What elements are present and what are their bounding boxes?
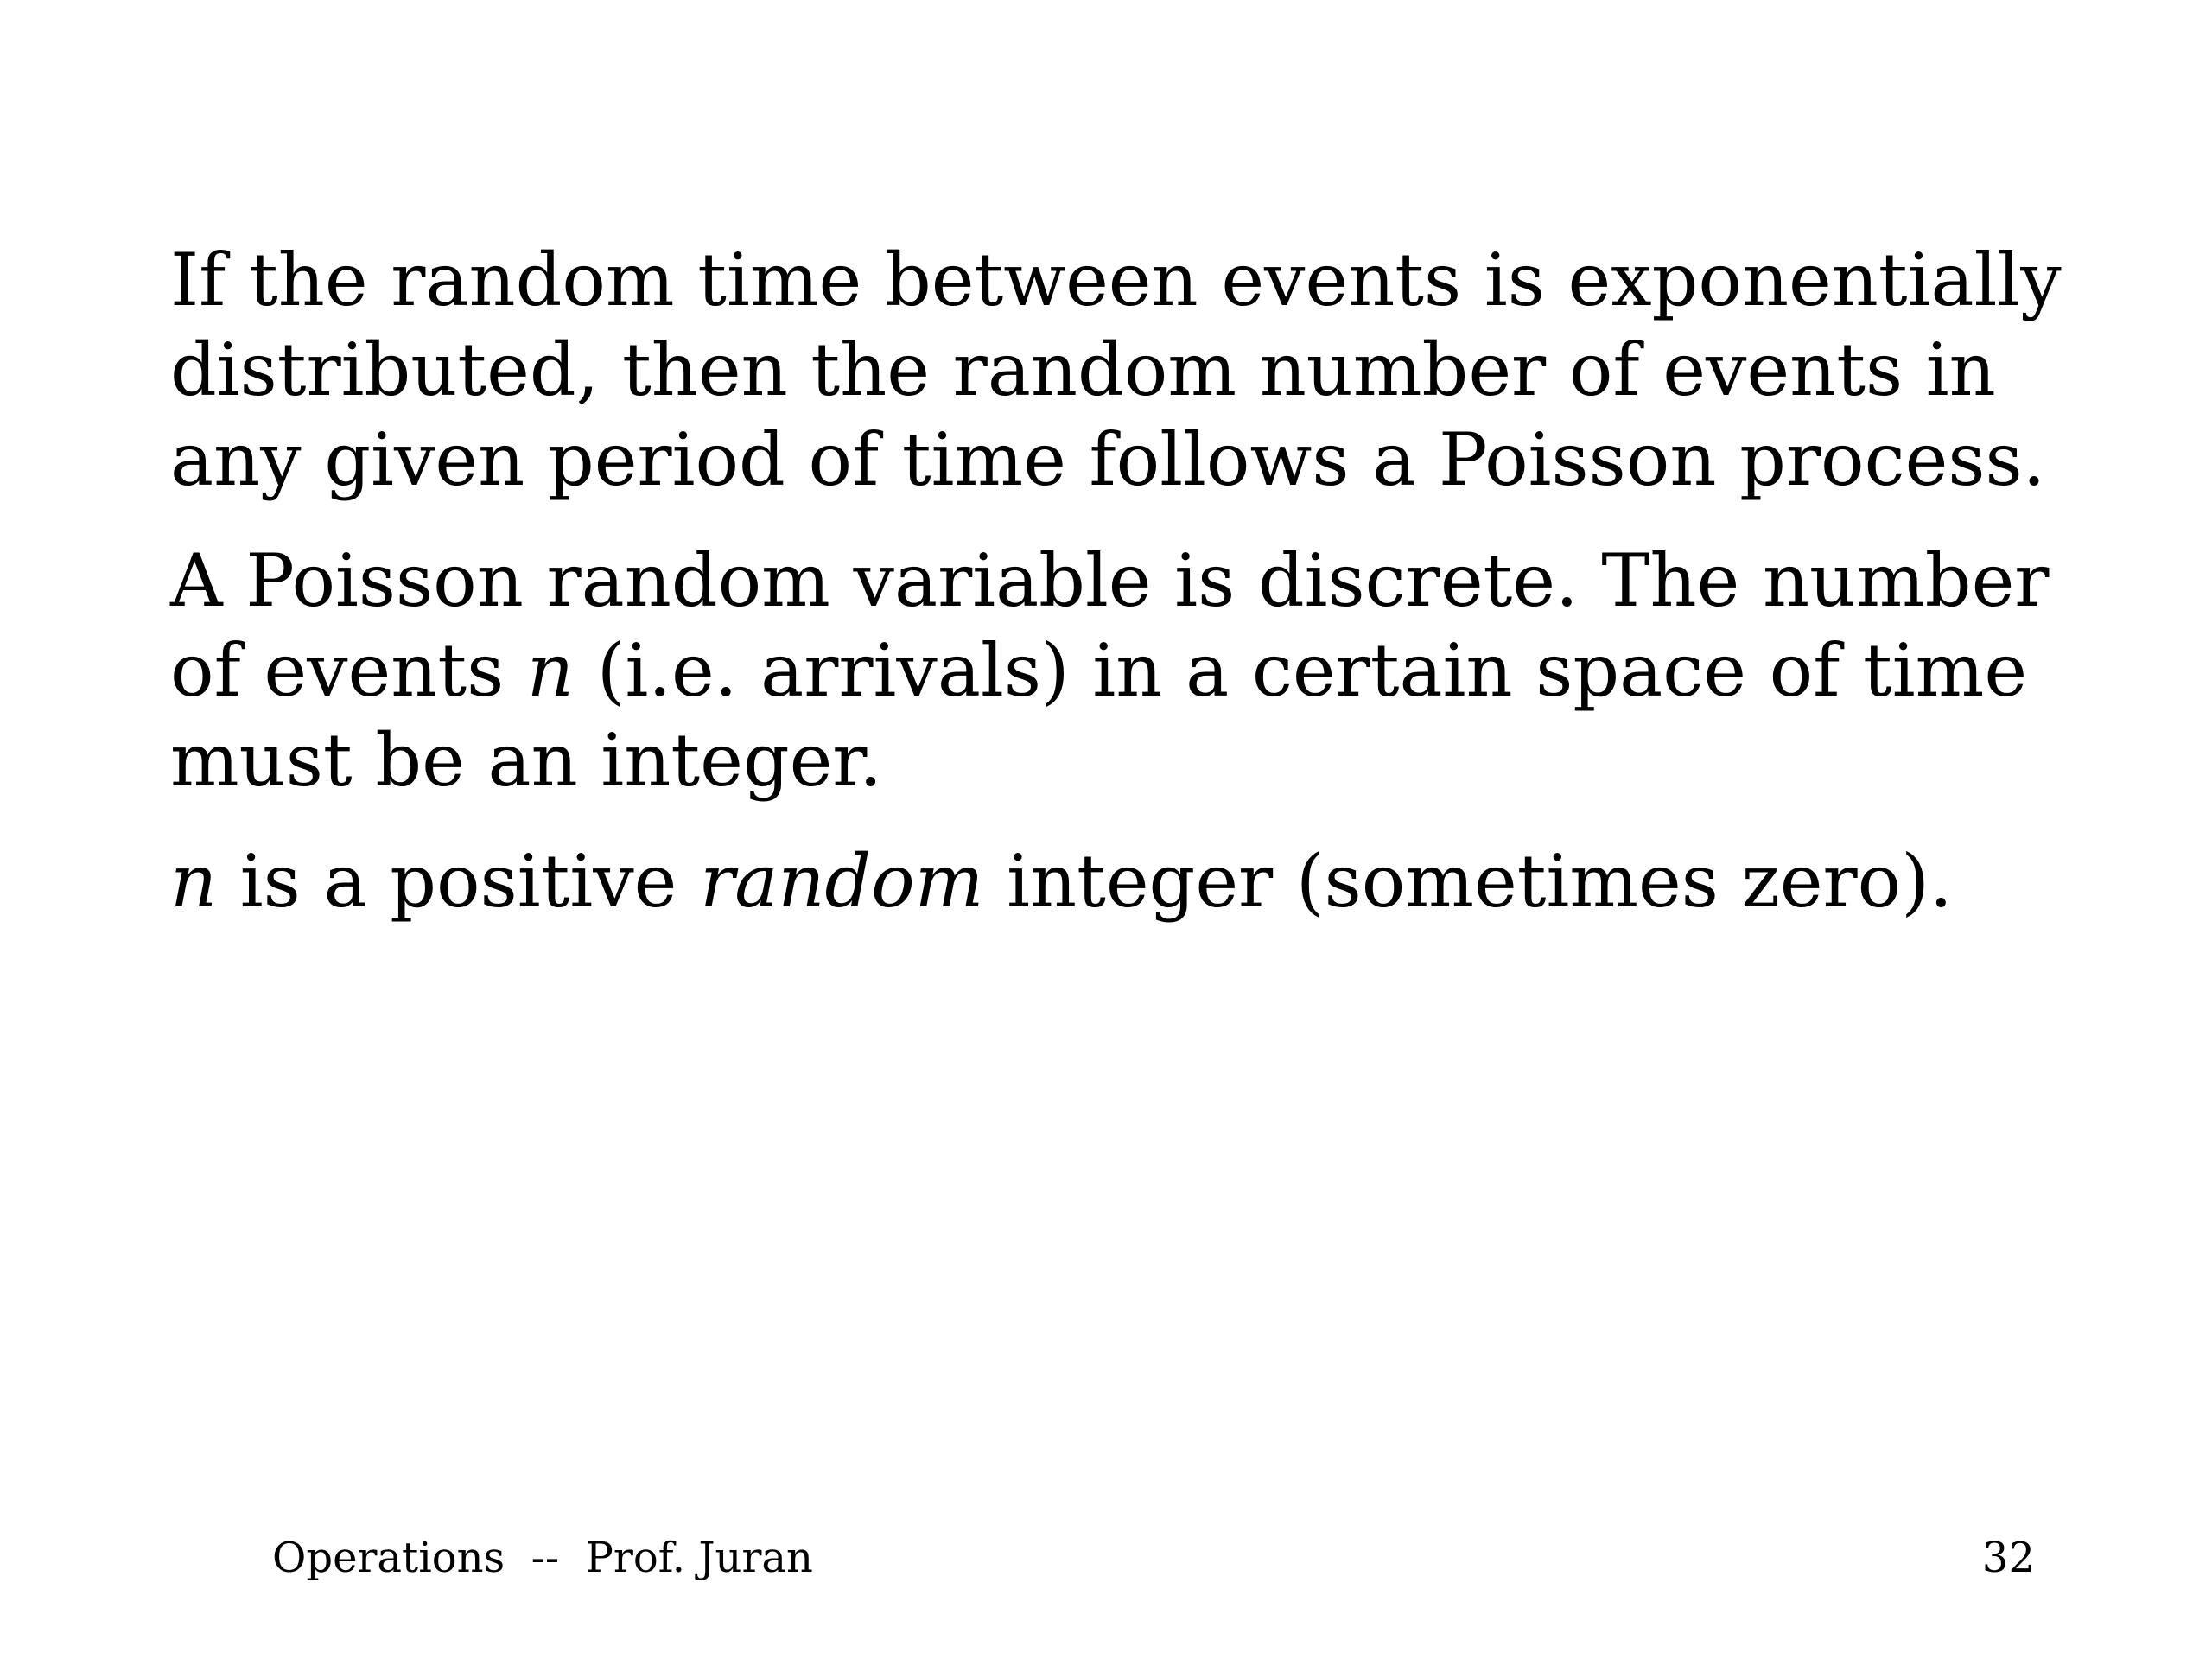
paragraph-n-text-after: integer (sometimes zero).	[983, 839, 1953, 924]
paragraph-poisson-text-after: (i.e. arrivals) in a certain space of time must be an integer.	[170, 628, 2028, 803]
variable-n: n	[170, 839, 218, 924]
paragraph-n-random-integer	[170, 836, 2123, 926]
paragraph-poisson-text-before: A Poisson random variable is discrete. The number of events	[170, 538, 2050, 713]
paragraph-n-text-middle: is a positive	[217, 839, 701, 924]
slide-body	[170, 235, 2123, 957]
paragraph-poisson-discrete	[170, 536, 2123, 805]
footer-course-label: Operations -- Prof. Juran	[272, 1534, 813, 1582]
emphasis-random: random	[700, 839, 984, 924]
paragraph-exponential	[170, 235, 2123, 505]
variable-n: n	[526, 628, 575, 713]
paragraph-exponential-text: If the random time between events is exponentially distributed, then the random number of events in any given period of time follows a Poisson process.	[170, 238, 2062, 502]
page-number: 32	[1981, 1534, 2035, 1582]
